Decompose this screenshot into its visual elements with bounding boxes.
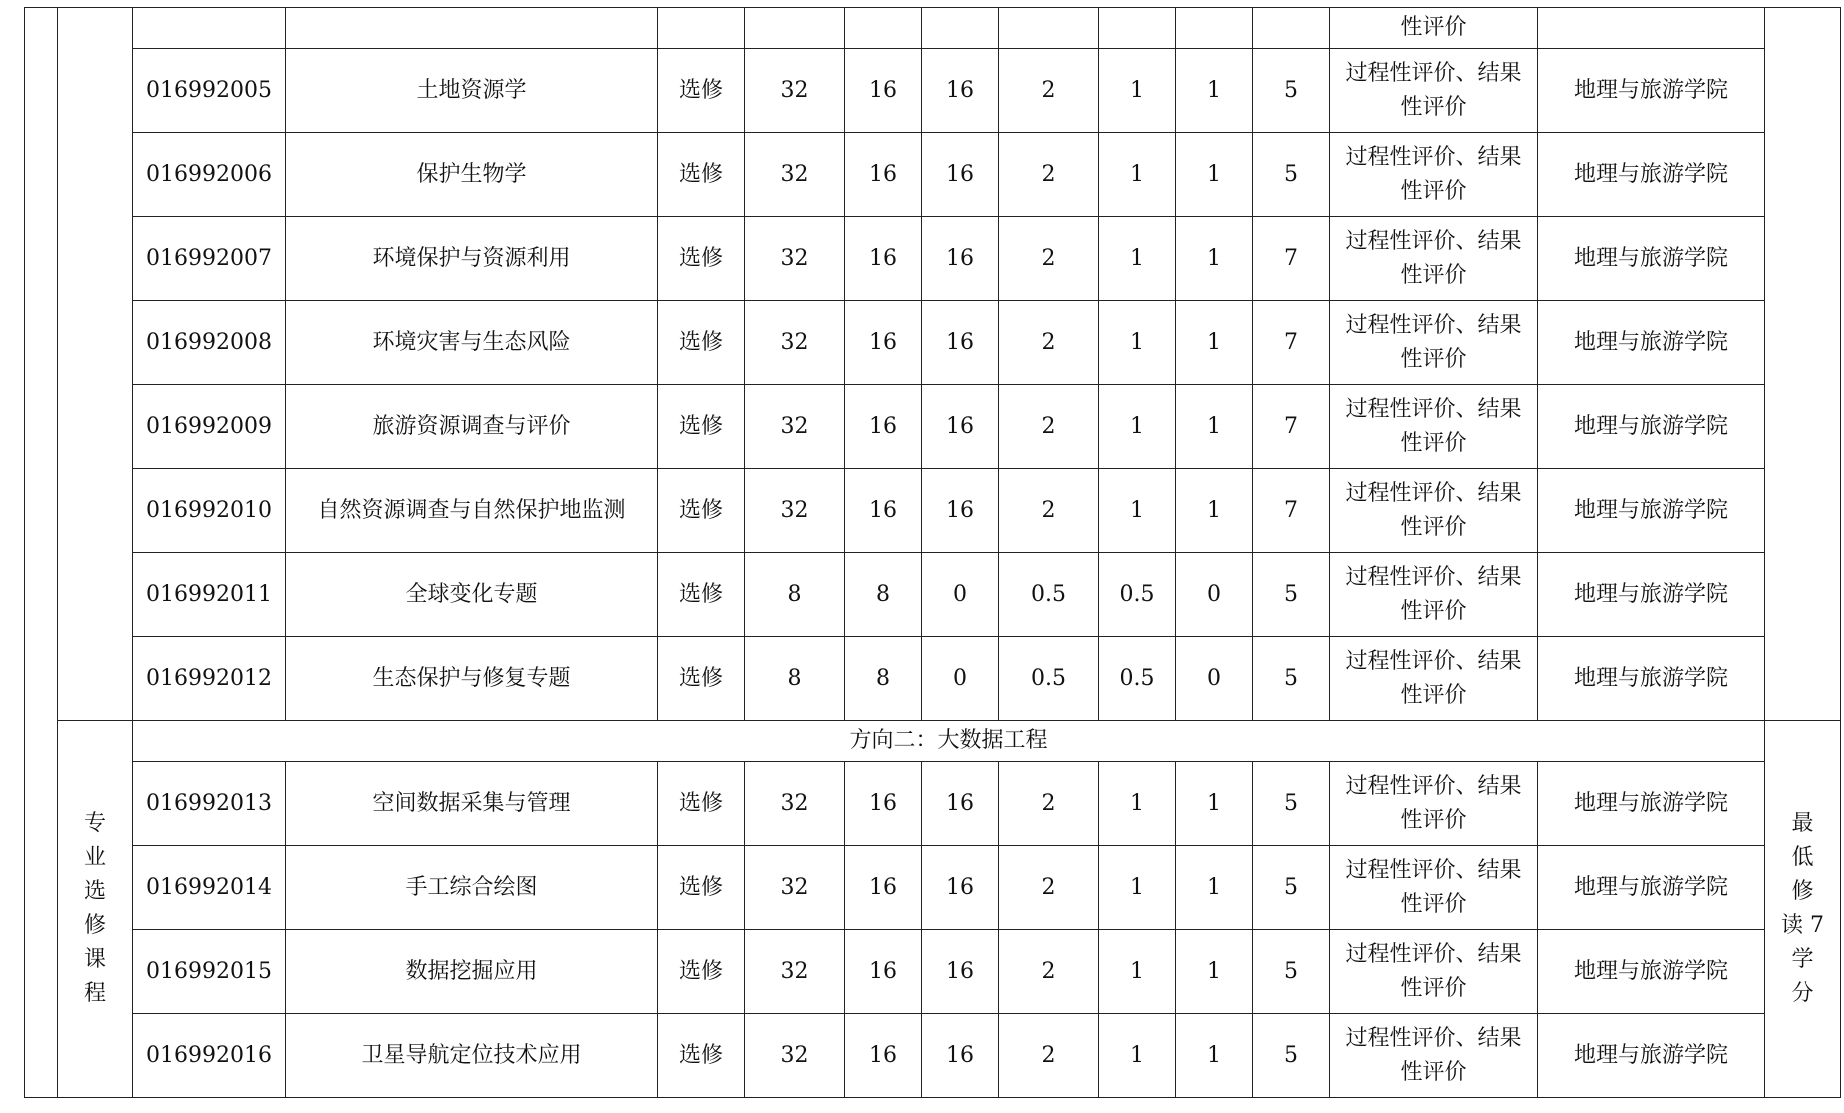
college-cell: 地理与旅游学院 [1538, 553, 1765, 637]
total-hours-cell: 32 [745, 385, 845, 469]
practice-hours-cell: 16 [922, 133, 999, 217]
total-hours-cell: 32 [745, 930, 845, 1014]
lecture-hours-cell: 16 [845, 469, 922, 553]
code-cell: 016992005 [133, 49, 286, 133]
credits-cell: 2 [999, 930, 1099, 1014]
total-hours-cell [745, 8, 845, 49]
practice-hours-cell: 16 [922, 1014, 999, 1098]
type-cell: 选修 [658, 1014, 745, 1098]
evaluation-line: 性评价 [1400, 807, 1467, 833]
evaluation-cell [1330, 553, 1538, 637]
evaluation-line: 过程性评价、结果 [1345, 564, 1522, 590]
lecture-hours-cell: 16 [845, 846, 922, 930]
evaluation-line: 性评价 [1400, 514, 1467, 540]
lecture-hours-cell: 16 [845, 133, 922, 217]
course-name-cell: 环境灾害与生态风险 [286, 301, 658, 385]
course-name-cell: 土地资源学 [286, 49, 658, 133]
college-cell: 地理与旅游学院 [1538, 1014, 1765, 1098]
evaluation-line: 性评价 [1400, 891, 1467, 917]
lecture-credits-cell: 1 [1099, 301, 1176, 385]
category-char: 业 [83, 845, 106, 870]
type-cell: 选修 [658, 469, 745, 553]
semester-cell: 5 [1253, 49, 1330, 133]
note-line: 读 7 [1781, 913, 1824, 938]
partial-row [25, 8, 1841, 49]
lecture-credits-cell: 1 [1099, 49, 1176, 133]
semester-cell: 7 [1253, 385, 1330, 469]
code-cell: 016992011 [133, 553, 286, 637]
evaluation-line: 过程性评价、结果 [1345, 396, 1522, 422]
table-row [25, 49, 1841, 133]
evaluation-line: 性评价 [1400, 975, 1467, 1001]
lecture-credits-cell: 0.5 [1099, 637, 1176, 721]
evaluation-line: 性评价 [1400, 346, 1467, 372]
evaluation-line: 过程性评价、结果 [1345, 1025, 1522, 1051]
evaluation-line: 过程性评价、结果 [1345, 857, 1522, 883]
note-line: 低 [1791, 845, 1814, 870]
credits-cell: 2 [999, 469, 1099, 553]
credit-requirement-note [1765, 721, 1841, 1098]
table-row [25, 637, 1841, 721]
evaluation-cell [1330, 469, 1538, 553]
type-cell: 选修 [658, 133, 745, 217]
code-cell: 016992006 [133, 133, 286, 217]
evaluation-cell [1330, 217, 1538, 301]
course-name-cell: 空间数据采集与管理 [286, 762, 658, 846]
evaluation-cell [1330, 1014, 1538, 1098]
college-cell: 地理与旅游学院 [1538, 637, 1765, 721]
code-cell: 016992012 [133, 637, 286, 721]
type-cell: 选修 [658, 762, 745, 846]
type-cell: 选修 [658, 846, 745, 930]
evaluation-line: 性评价 [1400, 598, 1467, 624]
lecture-credits-cell: 1 [1099, 385, 1176, 469]
lecture-hours-cell: 16 [845, 930, 922, 1014]
evaluation-line: 性评价 [1400, 178, 1467, 204]
college-cell: 地理与旅游学院 [1538, 930, 1765, 1014]
practice-hours-cell: 16 [922, 762, 999, 846]
evaluation-line: 过程性评价、结果 [1345, 144, 1522, 170]
practice-credits-cell: 1 [1176, 217, 1253, 301]
evaluation-cell [1330, 930, 1538, 1014]
lecture-hours-cell [845, 8, 922, 49]
credits-cell: 2 [999, 217, 1099, 301]
lecture-credits-cell: 0.5 [1099, 553, 1176, 637]
lecture-hours-cell: 16 [845, 1014, 922, 1098]
practice-hours-cell: 16 [922, 217, 999, 301]
credits-cell: 0.5 [999, 553, 1099, 637]
semester-cell: 5 [1253, 1014, 1330, 1098]
evaluation-cell [1330, 846, 1538, 930]
lecture-hours-cell: 16 [845, 385, 922, 469]
practice-credits-cell: 1 [1176, 930, 1253, 1014]
practice-credits-cell: 1 [1176, 301, 1253, 385]
lecture-hours-cell: 16 [845, 49, 922, 133]
type-cell: 选修 [658, 553, 745, 637]
credits-cell: 2 [999, 133, 1099, 217]
table-row [25, 846, 1841, 930]
table-row [25, 553, 1841, 637]
note-line: 最 [1791, 811, 1814, 836]
evaluation-line: 性评价 [1400, 1059, 1467, 1085]
semester-cell: 5 [1253, 553, 1330, 637]
type-cell: 选修 [658, 385, 745, 469]
course-name-cell: 自然资源调查与自然保护地监测 [286, 469, 658, 553]
code-cell: 016992008 [133, 301, 286, 385]
evaluation-line: 过程性评价、结果 [1345, 228, 1522, 254]
college-cell: 地理与旅游学院 [1538, 846, 1765, 930]
practice-hours-cell: 0 [922, 637, 999, 721]
semester-cell: 7 [1253, 301, 1330, 385]
course-name-cell: 环境保护与资源利用 [286, 217, 658, 301]
credits-cell [999, 8, 1099, 49]
lecture-credits-cell: 1 [1099, 133, 1176, 217]
course-name-cell: 旅游资源调查与评价 [286, 385, 658, 469]
code-cell: 016992009 [133, 385, 286, 469]
practice-credits-cell: 1 [1176, 846, 1253, 930]
category-char: 专 [83, 811, 106, 836]
evaluation-cell [1330, 49, 1538, 133]
category-cell-continued [58, 8, 133, 721]
table-row [25, 930, 1841, 1014]
semester-cell: 7 [1253, 217, 1330, 301]
credits-cell: 2 [999, 385, 1099, 469]
total-hours-cell: 32 [745, 1014, 845, 1098]
table-row [25, 133, 1841, 217]
practice-credits-cell: 1 [1176, 1014, 1253, 1098]
lecture-credits-cell: 1 [1099, 930, 1176, 1014]
lecture-credits-cell: 1 [1099, 846, 1176, 930]
note-line: 学 [1791, 947, 1814, 972]
table-row [25, 762, 1841, 846]
credits-cell: 2 [999, 49, 1099, 133]
lecture-credits-cell: 1 [1099, 1014, 1176, 1098]
table-body [25, 8, 1841, 1098]
total-hours-cell: 32 [745, 217, 845, 301]
total-hours-cell: 32 [745, 49, 845, 133]
type-cell: 选修 [658, 637, 745, 721]
course-name-cell: 生态保护与修复专题 [286, 637, 658, 721]
table-row [25, 385, 1841, 469]
lecture-credits-cell [1099, 8, 1176, 49]
credits-cell: 0.5 [999, 637, 1099, 721]
course-name-cell: 手工综合绘图 [286, 846, 658, 930]
note-line: 修 [1791, 879, 1814, 904]
evaluation-cell: 性评价 [1330, 8, 1538, 49]
evaluation-line: 过程性评价、结果 [1345, 648, 1522, 674]
practice-credits-cell: 1 [1176, 49, 1253, 133]
evaluation-line: 过程性评价、结果 [1345, 941, 1522, 967]
outer-blank-column [25, 8, 58, 1098]
evaluation-cell [1330, 301, 1538, 385]
practice-credits-cell: 0 [1176, 637, 1253, 721]
evaluation-line: 过程性评价、结果 [1345, 773, 1522, 799]
course-name-cell: 卫星导航定位技术应用 [286, 1014, 658, 1098]
note-line: 分 [1791, 981, 1814, 1006]
type-cell: 选修 [658, 930, 745, 1014]
college-cell: 地理与旅游学院 [1538, 469, 1765, 553]
college-cell: 地理与旅游学院 [1538, 301, 1765, 385]
evaluation-line: 过程性评价、结果 [1345, 312, 1522, 338]
lecture-credits-cell: 1 [1099, 469, 1176, 553]
course-name-cell [286, 8, 658, 49]
credits-cell: 2 [999, 301, 1099, 385]
college-cell: 地理与旅游学院 [1538, 217, 1765, 301]
semester-cell: 5 [1253, 762, 1330, 846]
total-hours-cell: 32 [745, 469, 845, 553]
college-cell: 地理与旅游学院 [1538, 133, 1765, 217]
course-name-cell: 保护生物学 [286, 133, 658, 217]
direction-heading: 方向二：大数据工程 [133, 721, 1765, 762]
semester-cell: 5 [1253, 637, 1330, 721]
semester-cell [1253, 8, 1330, 49]
evaluation-line: 性评价 [1400, 430, 1467, 456]
code-cell: 016992015 [133, 930, 286, 1014]
evaluation-cell [1330, 133, 1538, 217]
lecture-hours-cell: 16 [845, 217, 922, 301]
lecture-credits-cell: 1 [1099, 762, 1176, 846]
lecture-hours-cell: 16 [845, 762, 922, 846]
code-cell [133, 8, 286, 49]
category-char: 选 [83, 879, 106, 904]
category-char: 修 [83, 913, 106, 938]
practice-credits-cell: 1 [1176, 762, 1253, 846]
practice-hours-cell: 16 [922, 385, 999, 469]
college-cell: 地理与旅游学院 [1538, 49, 1765, 133]
table-row [25, 1014, 1841, 1098]
category-char: 课 [83, 947, 106, 972]
semester-cell: 7 [1253, 469, 1330, 553]
total-hours-cell: 32 [745, 846, 845, 930]
lecture-hours-cell: 8 [845, 553, 922, 637]
code-cell: 016992013 [133, 762, 286, 846]
course-name-cell: 全球变化专题 [286, 553, 658, 637]
semester-cell: 5 [1253, 133, 1330, 217]
total-hours-cell: 32 [745, 301, 845, 385]
type-cell: 选修 [658, 49, 745, 133]
lecture-credits-cell: 1 [1099, 217, 1176, 301]
lecture-hours-cell: 16 [845, 301, 922, 385]
course-name-cell: 数据挖掘应用 [286, 930, 658, 1014]
practice-credits-cell: 1 [1176, 469, 1253, 553]
table-row [25, 301, 1841, 385]
lecture-hours-cell: 8 [845, 637, 922, 721]
practice-hours-cell [922, 8, 999, 49]
practice-hours-cell: 16 [922, 469, 999, 553]
evaluation-cell [1330, 385, 1538, 469]
total-hours-cell: 32 [745, 762, 845, 846]
evaluation-line: 性评价 [1400, 262, 1467, 288]
code-cell: 016992014 [133, 846, 286, 930]
type-cell [658, 8, 745, 49]
practice-credits-cell: 1 [1176, 385, 1253, 469]
evaluation-line: 性评价 [1400, 94, 1467, 120]
evaluation-line: 过程性评价、结果 [1345, 480, 1522, 506]
college-cell [1538, 8, 1765, 49]
credits-cell: 2 [999, 762, 1099, 846]
practice-credits-cell: 0 [1176, 553, 1253, 637]
semester-cell: 5 [1253, 930, 1330, 1014]
total-hours-cell: 8 [745, 637, 845, 721]
practice-credits-cell [1176, 8, 1253, 49]
evaluation-line: 性评价 [1400, 682, 1467, 708]
college-cell: 地理与旅游学院 [1538, 762, 1765, 846]
evaluation-cell [1330, 637, 1538, 721]
practice-hours-cell: 16 [922, 301, 999, 385]
college-cell: 地理与旅游学院 [1538, 385, 1765, 469]
credits-cell: 2 [999, 846, 1099, 930]
practice-hours-cell: 0 [922, 553, 999, 637]
total-hours-cell: 8 [745, 553, 845, 637]
type-cell: 选修 [658, 301, 745, 385]
table-row [25, 469, 1841, 553]
table-row [25, 217, 1841, 301]
semester-cell: 5 [1253, 846, 1330, 930]
total-hours-cell: 32 [745, 133, 845, 217]
type-cell: 选修 [658, 217, 745, 301]
practice-credits-cell: 1 [1176, 133, 1253, 217]
code-cell: 016992016 [133, 1014, 286, 1098]
category-char: 程 [83, 981, 106, 1006]
note-cell-continued [1765, 8, 1841, 721]
practice-hours-cell: 16 [922, 846, 999, 930]
category-label-cell [58, 721, 133, 1098]
code-cell: 016992007 [133, 217, 286, 301]
credits-cell: 2 [999, 1014, 1099, 1098]
direction-heading-row [25, 721, 1841, 762]
course-plan-table [24, 7, 1841, 1098]
practice-hours-cell: 16 [922, 930, 999, 1014]
evaluation-line: 过程性评价、结果 [1345, 60, 1522, 86]
evaluation-cell [1330, 762, 1538, 846]
practice-hours-cell: 16 [922, 49, 999, 133]
code-cell: 016992010 [133, 469, 286, 553]
